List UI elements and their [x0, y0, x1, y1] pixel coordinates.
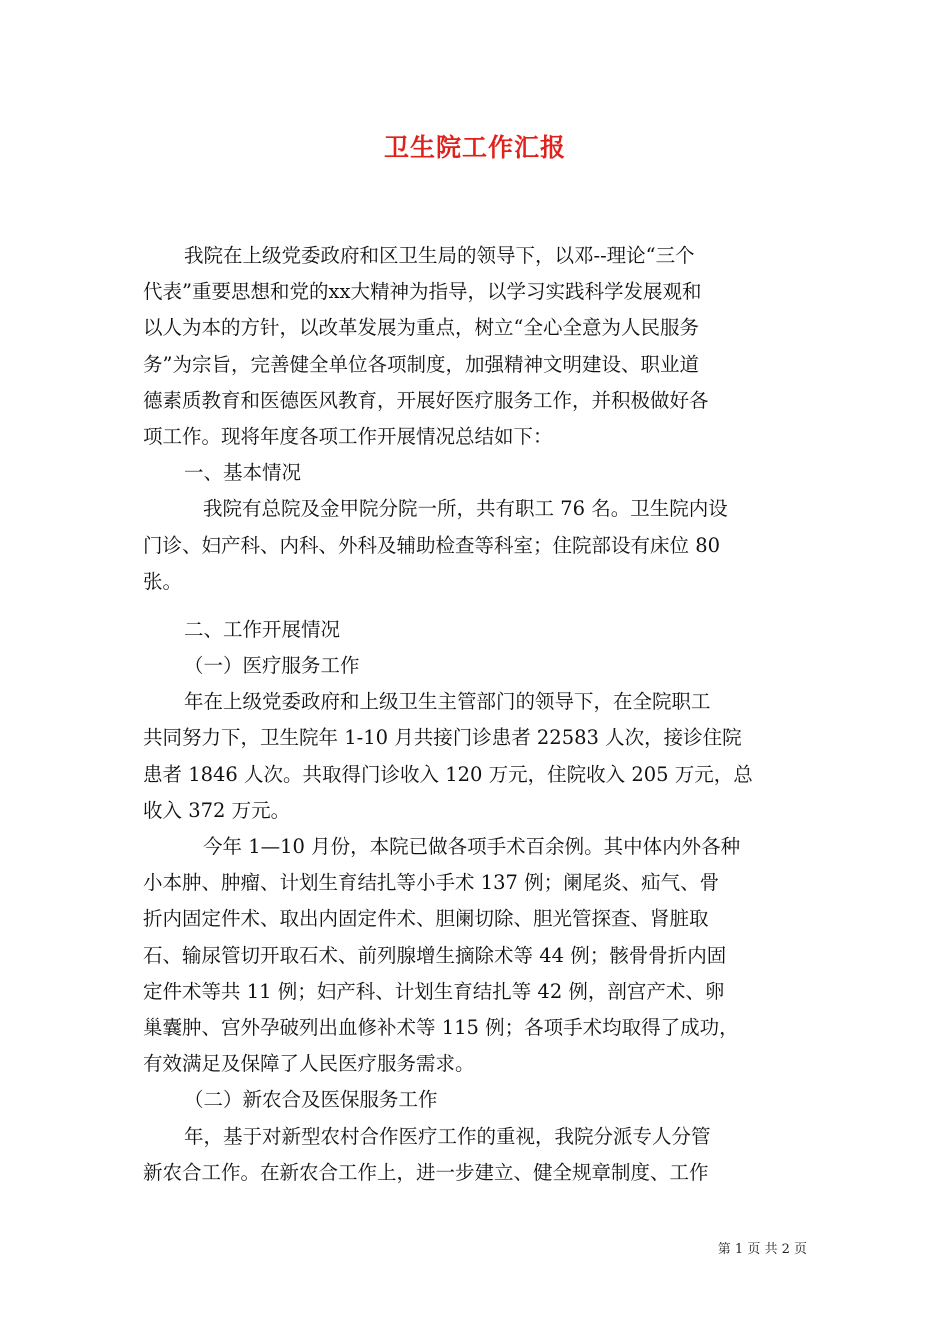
paragraph-line: 巢囊肿、宫外孕破列出血修补术等 115 例；各项手术均取得了成功，	[143, 1015, 739, 1039]
paragraph-line: 有效满足及保障了人民医疗服务需求。	[143, 1052, 475, 1076]
paragraph-line: 项工作。现将年度各项工作开展情况总结如下：	[143, 424, 553, 448]
paragraph-line: 小本肿、肿瘤、计划生育结扎等小手术 137 例；阑尾炎、疝气、骨	[143, 871, 720, 895]
section-heading: 二、工作开展情况	[184, 617, 341, 641]
paragraph-line: 代表”重要思想和党的xx大精神为指导，以学习实践科学发展观和	[143, 280, 702, 304]
paragraph-line: 务”为宗旨，完善健全单位各项制度，加强精神文明建设、职业道	[143, 352, 699, 376]
paragraph-line: 收入 372 万元。	[143, 798, 291, 822]
paragraph-line: 今年 1—10 月份，本院已做各项手术百余例。其中体内外各种	[203, 835, 741, 858]
document-body	[143, 238, 808, 1191]
paragraph-line: 以人为本的方针，以改革发展为重点，树立“全心全意为人民服务	[143, 316, 699, 340]
page-number: 第 1 页 共 2 页	[717, 1242, 807, 1257]
paragraph-line: 门诊、妇产科、内科、外科及辅助检查等科室；住院部设有床位 80	[143, 533, 721, 557]
paragraph-line: 年，基于对新型农村合作医疗工作的重视，我院分派专人分管	[184, 1124, 711, 1148]
section-heading: 一、基本情况	[184, 461, 302, 485]
document-title: 卫生院工作汇报	[383, 133, 566, 162]
paragraph-line: 石、输尿管切开取石术、前列腺增生摘除术等 44 例；骸骨骨折内固	[143, 943, 727, 967]
subsection-heading: （一）医疗服务工作	[184, 654, 360, 678]
paragraph-line: 定件术等共 11 例；妇产科、计划生育结扎等 42 例，剖宫产术、卵	[143, 979, 725, 1003]
paragraph-line: 德素质教育和医德医风教育，开展好医疗服务工作，并积极做好各	[143, 388, 709, 412]
paragraph-line: 我院在上级党委政府和区卫生局的领导下，以邓--理论“三个	[184, 244, 695, 267]
paragraph-line: 患者 1846 人次。共取得门诊收入 120 万元，住院收入 205 万元，总	[143, 762, 753, 786]
subsection-heading: （二）新农合及医保服务工作	[184, 1088, 438, 1112]
paragraph-gap	[143, 600, 808, 612]
paragraph-line: 张。	[143, 569, 183, 593]
paragraph-line: 共同努力下，卫生院年 1-10 月共接门诊患者 22583 人次，接诊住院	[143, 726, 742, 750]
paragraph-line: 我院有总院及金甲院分院一所，共有职工 76 名。卫生院内设	[203, 497, 728, 521]
paragraph-line: 新农合工作。在新农合工作上，进一步建立、健全规章制度、工作	[143, 1160, 709, 1184]
paragraph-line: 年在上级党委政府和上级卫生主管部门的领导下，在全院职工	[184, 690, 711, 714]
paragraph-line: 折内固定件术、取出内固定件术、胆阑切除、胆光管探查、肾脏取	[143, 907, 709, 931]
